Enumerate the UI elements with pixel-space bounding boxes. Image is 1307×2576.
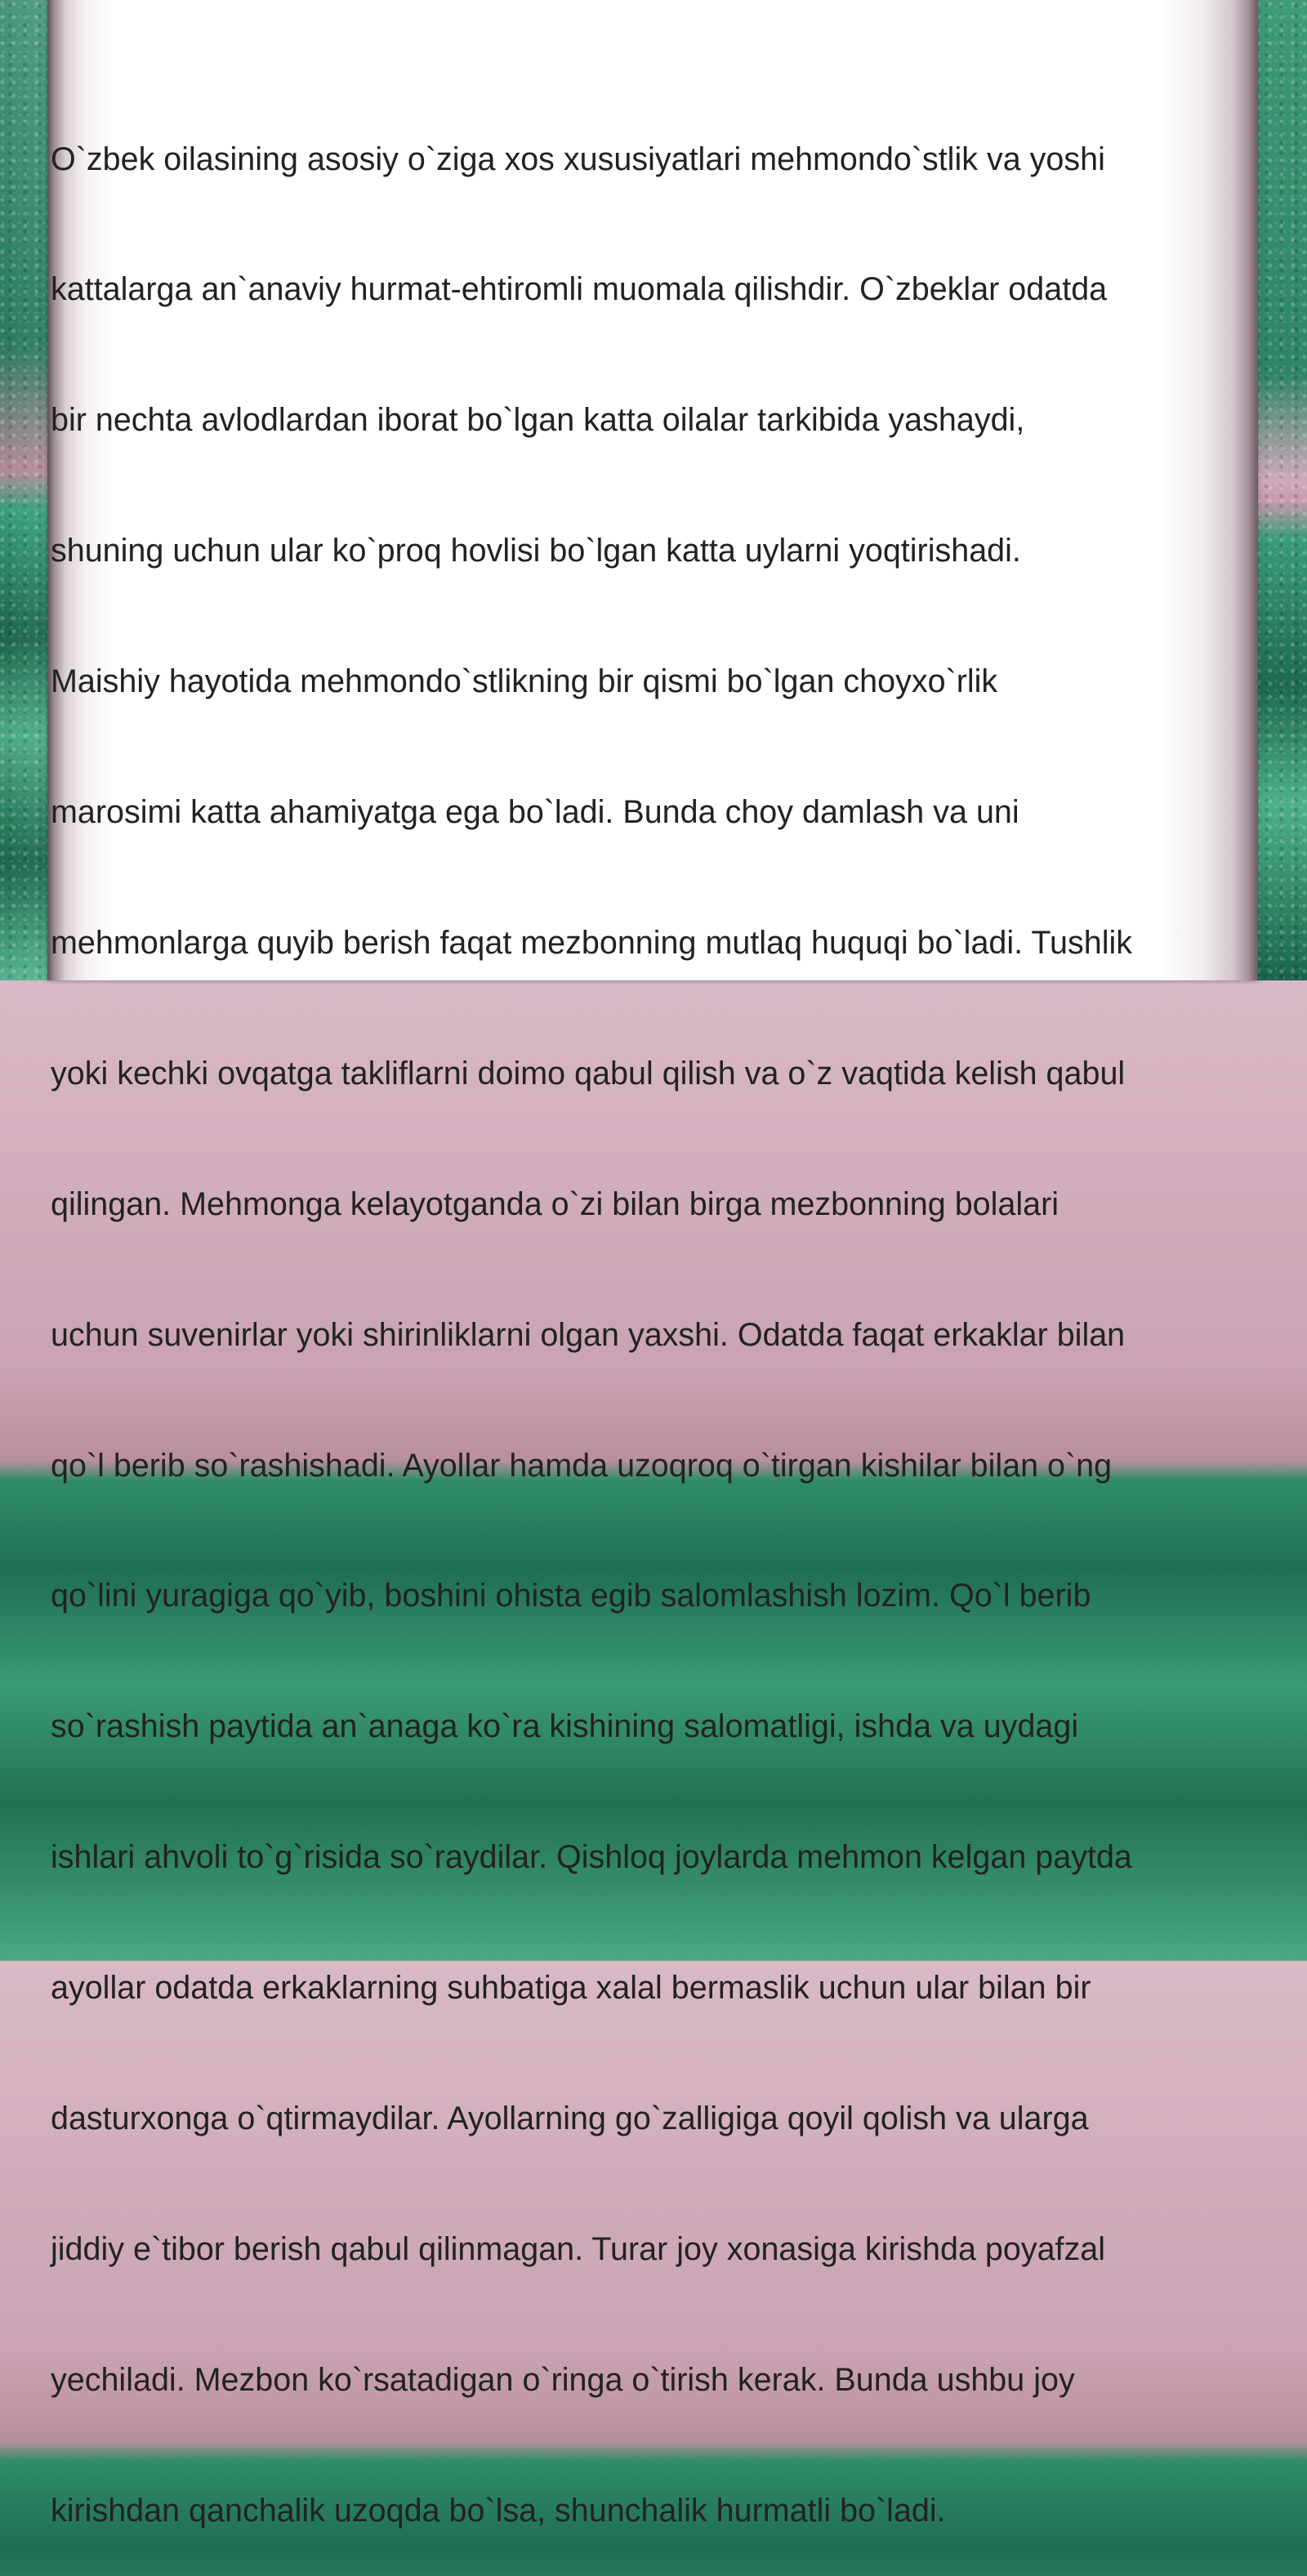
text-line: yechiladi. Mezbon ko`rsatadigan o`ringa o`tirish kerak. Bunda ushbu joy (51, 2361, 1075, 2398)
left-decorative-border (0, 0, 49, 980)
text-line: kirishdan qanchalik uzoqda bo`lsa, shunchalik hurmatli bo`ladi. (51, 2492, 946, 2529)
text-line: marosimi katta ahamiyatga ega bo`ladi. Bunda choy damlash va uni (51, 794, 1019, 831)
text-line: ishlari ahvoli to`g`risida so`raydilar. Qishloq joylarda mehmon kelgan paytda (51, 1839, 1132, 1876)
text-line: jiddiy e`tibor berish qabul qilinmagan. Turar joy xonasiga kirishda poyafzal (51, 2230, 1106, 2267)
text-line: so`rashish paytida an`anaga ko`ra kishining salomatligi, ishda va uydagi (51, 1708, 1079, 1745)
text-line: dasturxonga o`qtirmaydilar. Ayollarning go`zalligiga qoyil qolish va ularga (51, 2100, 1089, 2136)
text-line: ayollar odatda erkaklarning suhbatiga xalal bermaslik uchun ular bilan bir (51, 1970, 1091, 2007)
document-body (51, 51, 1256, 2529)
text-line: qilingan. Mehmonga kelayotganda o`zi bilan birga mezbonning bolalari (51, 1185, 1059, 1222)
right-decorative-border (1256, 0, 1307, 980)
text-line: O`zbek oilasining asosiy o`ziga xos xususiyatlari mehmondo`stlik va yoshi (51, 141, 1105, 177)
text-line: qo`lini yuragiga qo`yib, boshini ohista egib salomlashish lozim. Qo`l berib (51, 1578, 1091, 1614)
text-line: yoki kechki ovqatga takliflarni doimo qabul qilish va o`z vaqtida kelish qabul (51, 1055, 1126, 1092)
text-line: shuning uchun ular ko`proq hovlisi bo`lgan katta uylarni yoqtirishadi. (51, 533, 1021, 569)
text-line: kattalarga an`anaviy hurmat-ehtiromli muomala qilishdir. O`zbeklar odatda (51, 271, 1108, 308)
text-line: qo`l berib so`rashishadi. Ayollar hamda uzoqroq o`tirgan kishilar bilan o`ng (51, 1447, 1113, 1484)
text-line: bir nechta avlodlardan iborat bo`lgan katta oilalar tarkibida yashaydi, (51, 402, 1025, 439)
text-line: mehmonlarga quyib berish faqat mezbonning mutlaq huquqi bo`ladi. Tushlik (51, 924, 1133, 961)
text-line: uchun suvenirlar yoki shirinliklarni olgan yaxshi. Odatda faqat erkaklar bilan (51, 1316, 1126, 1353)
text-line: Maishiy hayotida mehmondo`stlikning bir qismi bo`lgan choyxo`rlik (51, 663, 998, 700)
